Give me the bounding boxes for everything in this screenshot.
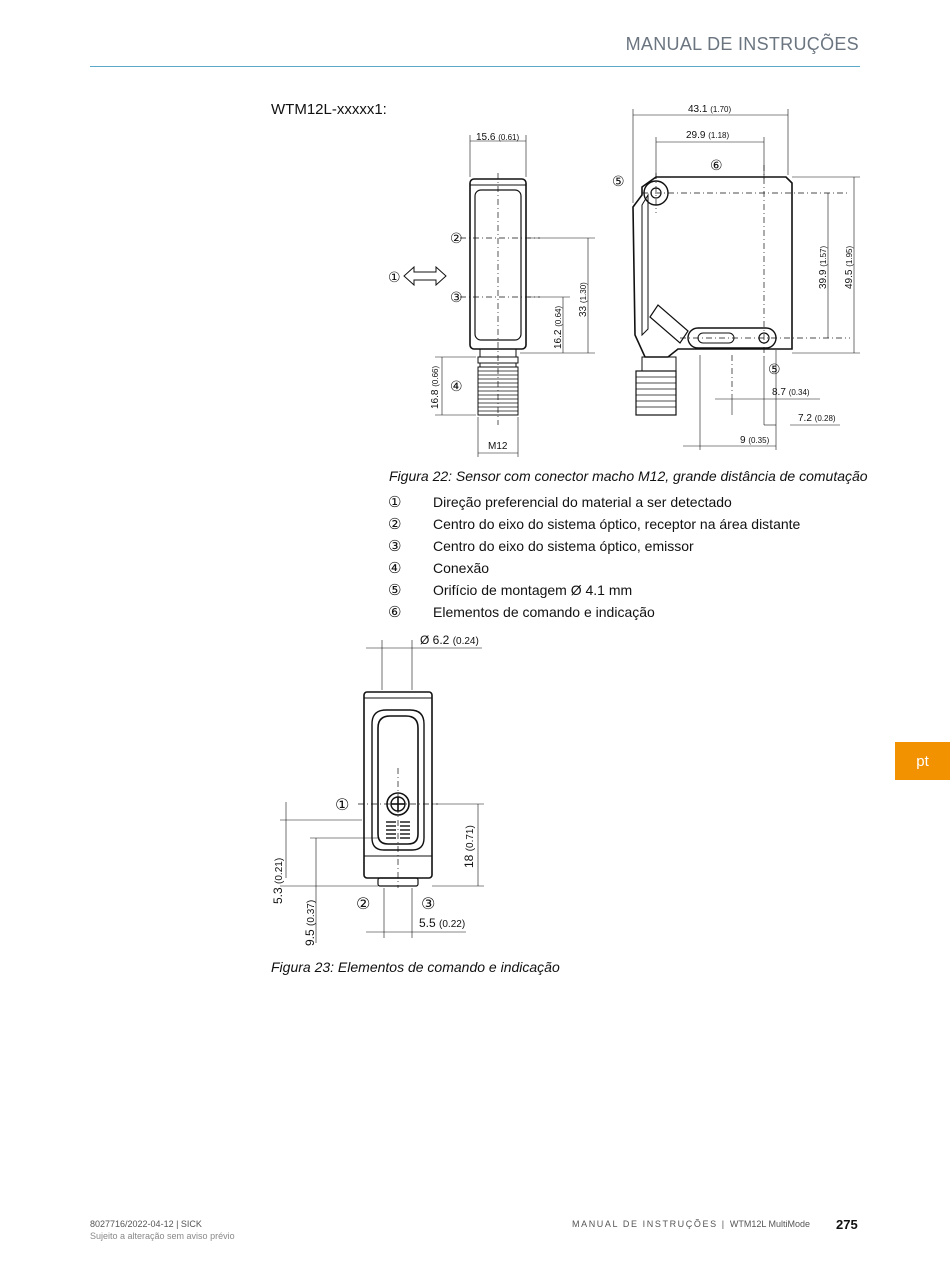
legend-number: ② (388, 516, 402, 533)
legend-number: ⑥ (388, 604, 402, 621)
dim-hole-spacing: 29.9 (1.18) (686, 130, 730, 141)
legend-text: Centro do eixo do sistema óptico, emissor (433, 538, 694, 554)
dim-18: 18 (0.71) (462, 825, 476, 868)
dim-55: 5.5 (0.22) (419, 916, 466, 930)
figure-23-caption: Figura 23: Elementos de comando e indicação (271, 959, 560, 975)
footer-notice: Sujeito a alteração sem aviso prévio (90, 1231, 235, 1241)
marker-2: ② (450, 230, 463, 246)
dim-height-33: 33 (1.30) (578, 282, 589, 317)
footer-manual: MANUAL DE INSTRUÇÕES | (572, 1219, 726, 1229)
dim-connector-length: 16.8 (0.66) (430, 365, 441, 409)
legend-item (388, 579, 868, 601)
dim-front-width: 15.6 (0.61) (476, 132, 520, 143)
dim-87: 8.7 (0.34) (772, 387, 810, 398)
page-number: 275 (836, 1217, 858, 1232)
legend-number: ③ (388, 538, 402, 555)
dim-9: 9 (0.35) (740, 435, 770, 446)
marker-6: ⑥ (710, 157, 723, 173)
marker-5-top: ⑤ (612, 173, 625, 189)
dim-diameter: Ø 6.2 (0.24) (420, 633, 479, 647)
legend-number: ⑤ (388, 582, 402, 599)
dim-72: 7.2 (0.28) (798, 413, 836, 424)
figure-22-caption: Figura 22: Sensor com conector macho M12, grande distância de comutação (389, 468, 868, 484)
marker-3: ③ (421, 896, 436, 913)
footer-product: WTM12L MultiMode (729, 1219, 811, 1229)
dim-53: 5.3 (0.21) (271, 857, 285, 904)
legend-text: Centro do eixo do sistema óptico, receptor na área distante (433, 516, 801, 532)
marker-1: ① (388, 269, 401, 285)
marker-1: ① (335, 797, 350, 814)
legend-text: Orifício de montagem Ø 4.1 mm (433, 582, 633, 598)
dim-height-495: 49.5 (1.95) (844, 245, 855, 289)
footer-left (90, 1218, 235, 1242)
legend-item (388, 601, 868, 623)
header-title: MANUAL DE INSTRUÇÕES (625, 34, 859, 54)
dim-height-399: 39.9 (1.57) (818, 245, 829, 289)
legend-number: ④ (388, 560, 402, 577)
language-tab[interactable]: pt (895, 742, 950, 780)
footer-doc-id: 8027716/2022-04-12 | SICK (90, 1219, 202, 1229)
footer-center (572, 1219, 810, 1229)
figure-legend (388, 491, 868, 623)
legend-item (388, 491, 868, 513)
legend-number: ① (388, 494, 402, 511)
header-divider (90, 66, 860, 67)
legend-item (388, 535, 868, 557)
legend-item (388, 557, 868, 579)
dim-side-width: 43.1 (1.70) (688, 104, 732, 115)
dim-connector-thread: M12 (488, 441, 508, 452)
dim-height-16: 16.2 (0.64) (553, 305, 564, 349)
figure-22-drawing (380, 95, 870, 465)
model-label: WTM12L-xxxxx1: (271, 101, 387, 118)
dim-95: 9.5 (0.37) (303, 899, 317, 946)
marker-4: ④ (450, 378, 463, 394)
marker-5-bottom: ⑤ (768, 361, 781, 377)
marker-3: ③ (450, 289, 463, 305)
legend-item (388, 513, 868, 535)
legend-text: Conexão (433, 560, 490, 576)
marker-2: ② (356, 896, 371, 913)
legend-text: Elementos de comando e indicação (433, 604, 655, 620)
legend-text: Direção preferencial do material a ser detectado (433, 494, 732, 510)
figure-23-drawing (266, 628, 496, 948)
